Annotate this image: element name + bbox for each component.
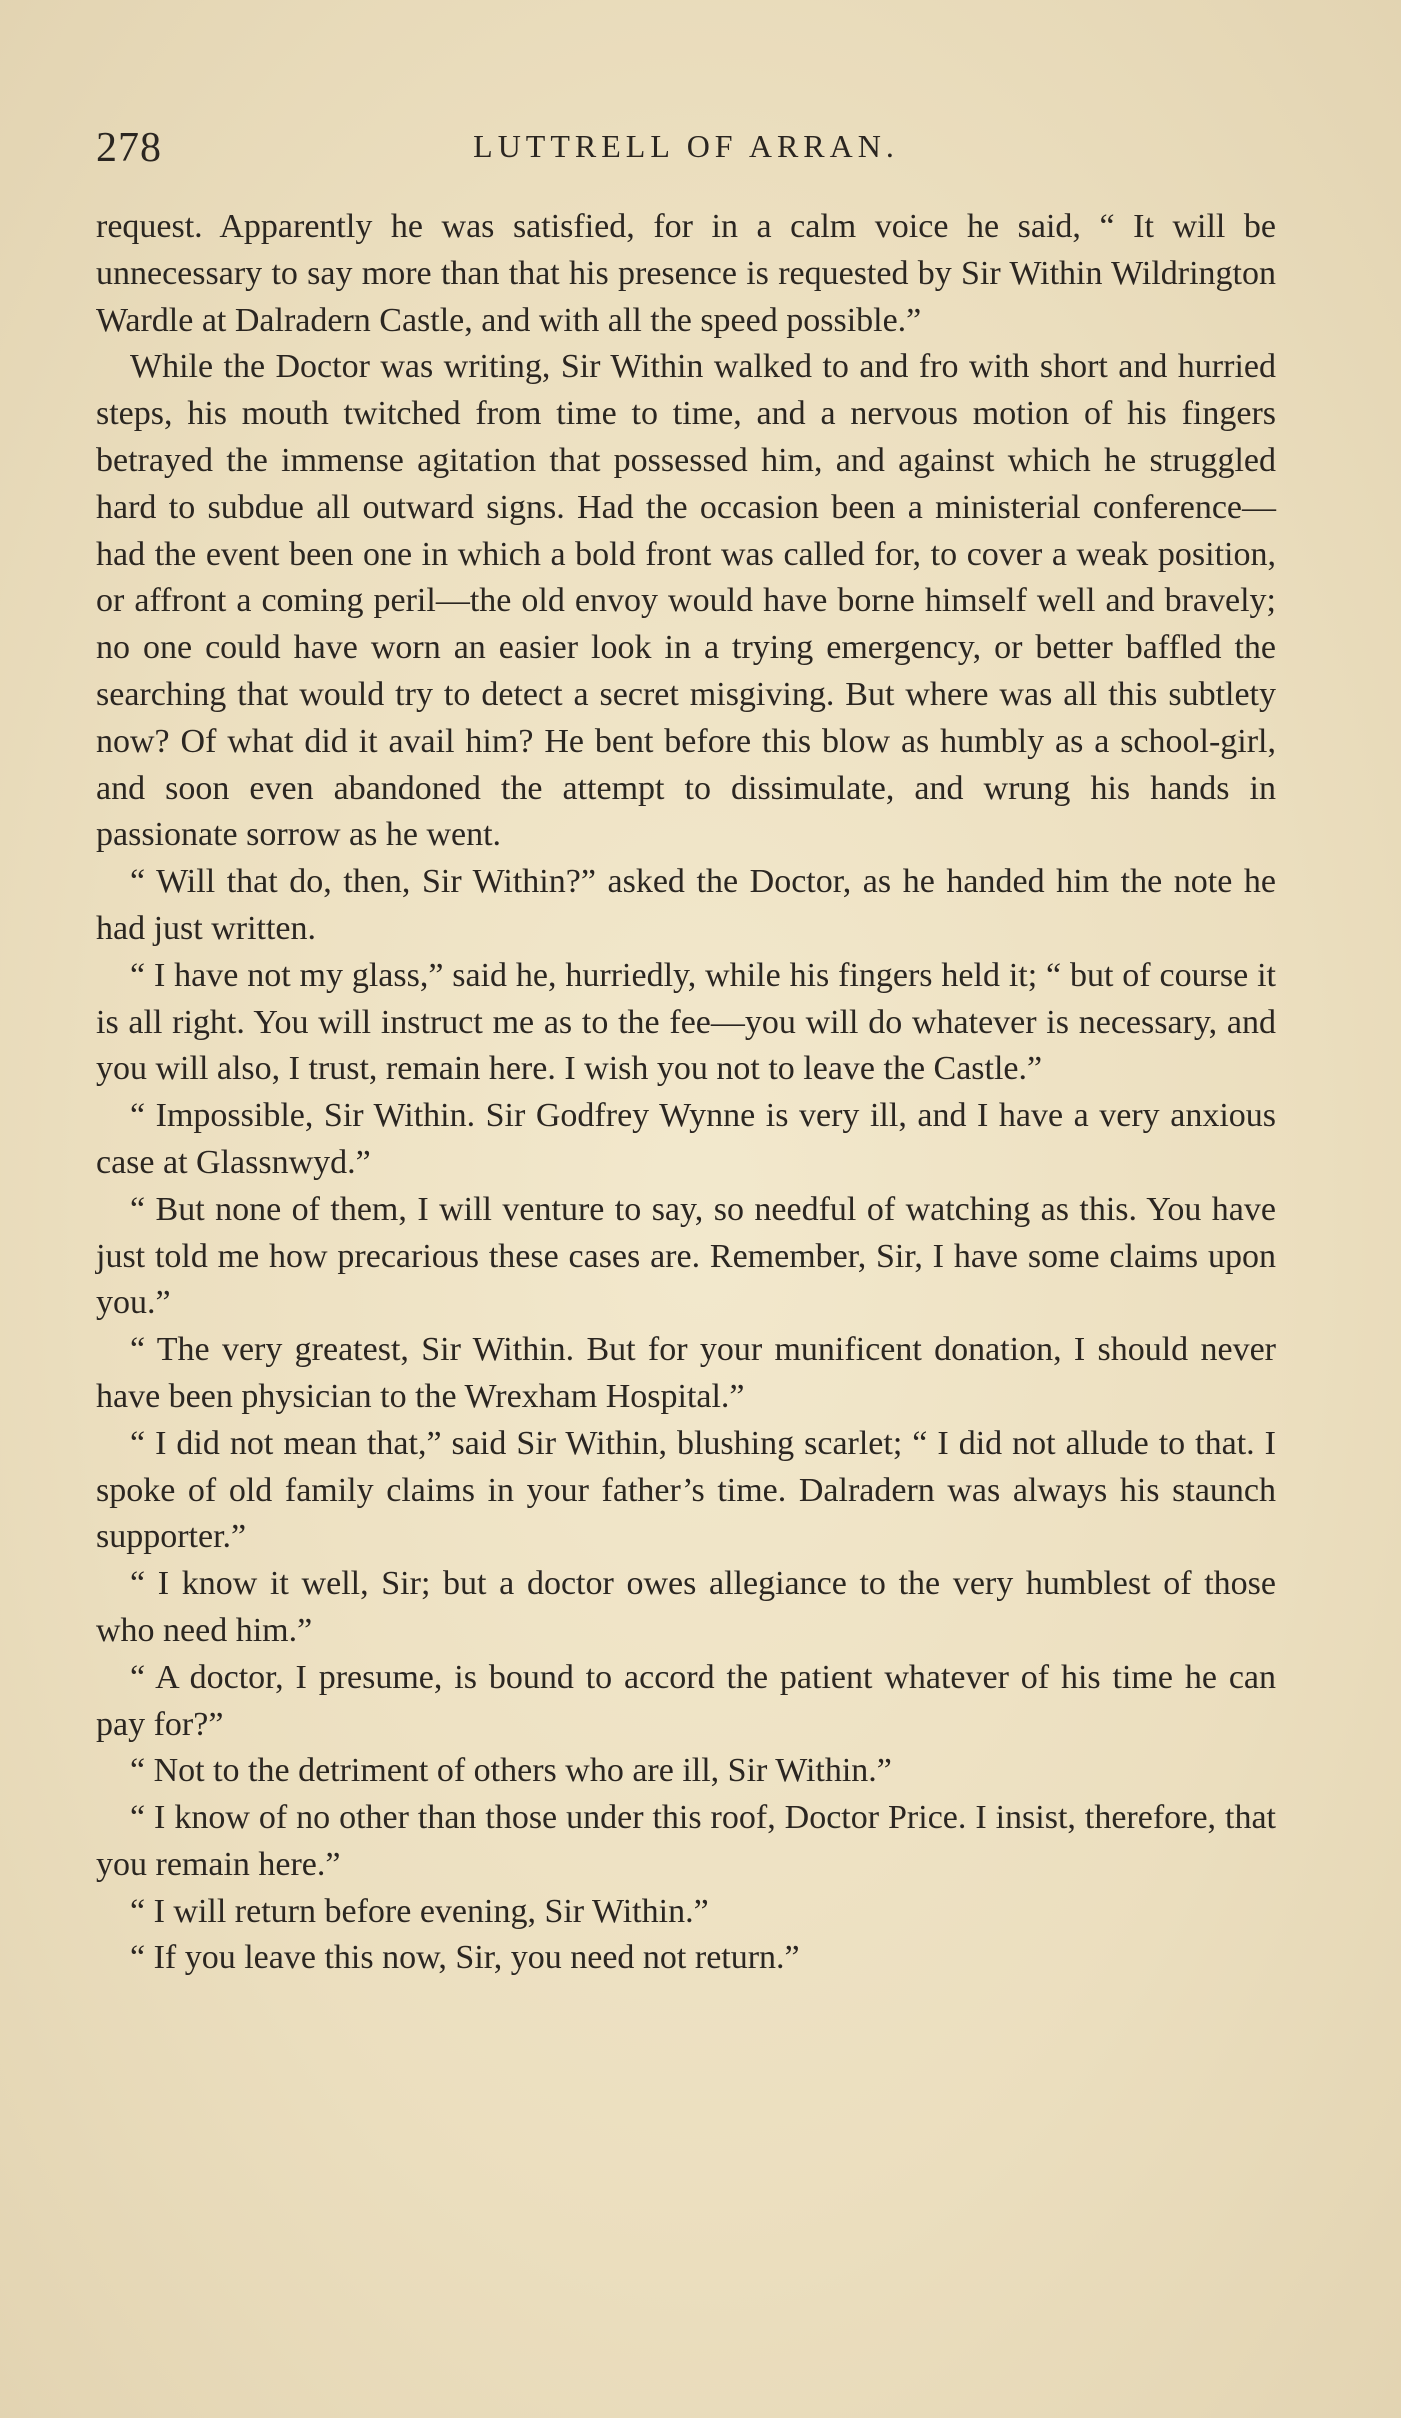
paragraph: While the Doctor was writing, Sir Within walked to and fro with short and hurried steps, his mouth twitched from time to time, and a nervous motion of his fingers betrayed the immense agitation that possessed him, and against which he struggled hard to subdue all outward signs. Had the occasion been a ministerial conference—had the event been one in which a bold front was called for, to cover a weak position, or affront a coming peril—the old envoy would have borne himself well and bravely; no one could have worn an easier look in a trying emergency, or better baffled the searching that would try to detect a secret misgiving. But where was all this subtlety now? Of what did it avail him? He bent before this blow as humbly as a school-girl, and soon even abandoned the attempt to dissimulate, and wrung his hands in passionate sorrow as he went. <box>96 348 1276 854</box>
paragraph: “ I know it well, Sir; but a doctor owes allegiance to the very humblest of those who need him.” <box>96 1565 1276 1649</box>
page-number: 278 <box>96 125 162 171</box>
paragraph: “ The very greatest, Sir Within. But for your munificent donation, I should never have been physician to the Wrexham Hospital.” <box>96 1331 1276 1415</box>
paragraph: “ A doctor, I presume, is bound to accord the patient whatever of his time he can pay for?” <box>96 1658 1276 1743</box>
paragraph: “ But none of them, I will venture to say, so needful of watching as this. You have just told me how precarious these cases are. Remember, Sir, I have some claims upon you.” <box>96 1190 1276 1322</box>
running-title: LUTTRELL OF ARRAN. <box>473 128 899 164</box>
paragraph: “ I know of no other than those under this roof, Doctor Price. I insist, therefore, that you remain here.” <box>96 1799 1276 1883</box>
page-header <box>96 124 1276 184</box>
paragraph: “ I will return before evening, Sir Within.” <box>130 1892 709 1930</box>
paragraph: “ Impossible, Sir Within. Sir Godfrey Wynne is very ill, and I have a very anxious case at Glassnwyd.” <box>96 1097 1276 1181</box>
body-text <box>96 204 1276 1982</box>
paragraph: “ Not to the detriment of others who are ill, Sir Within.” <box>130 1752 892 1790</box>
paragraph: request. Apparently he was satisfied, for in a calm voice he said, “ It will be unnecessary to say more than that his presence is requested by Sir Within Wildrington Wardle at Dalradern Castle, and with all the speed possible.” <box>96 208 1276 339</box>
paragraph: “ Will that do, then, Sir Within?” asked the Doctor, as he handed him the note he had just written. <box>96 863 1276 947</box>
paragraph: “ If you leave this now, Sir, you need not return.” <box>130 1939 800 1977</box>
paragraph: “ I have not my glass,” said he, hurriedly, while his fingers held it; “ but of course it is all right. You will instruct me as to the fee—you will do whatever is necessary, and you will also, I trust, remain here. I wish you not to leave the Castle.” <box>96 956 1276 1088</box>
paragraph: “ I did not mean that,” said Sir Within, blushing scarlet; “ I did not allude to that. I spoke of old family claims in your father’s time. Dalradern was always his staunch supporter.” <box>96 1424 1276 1556</box>
